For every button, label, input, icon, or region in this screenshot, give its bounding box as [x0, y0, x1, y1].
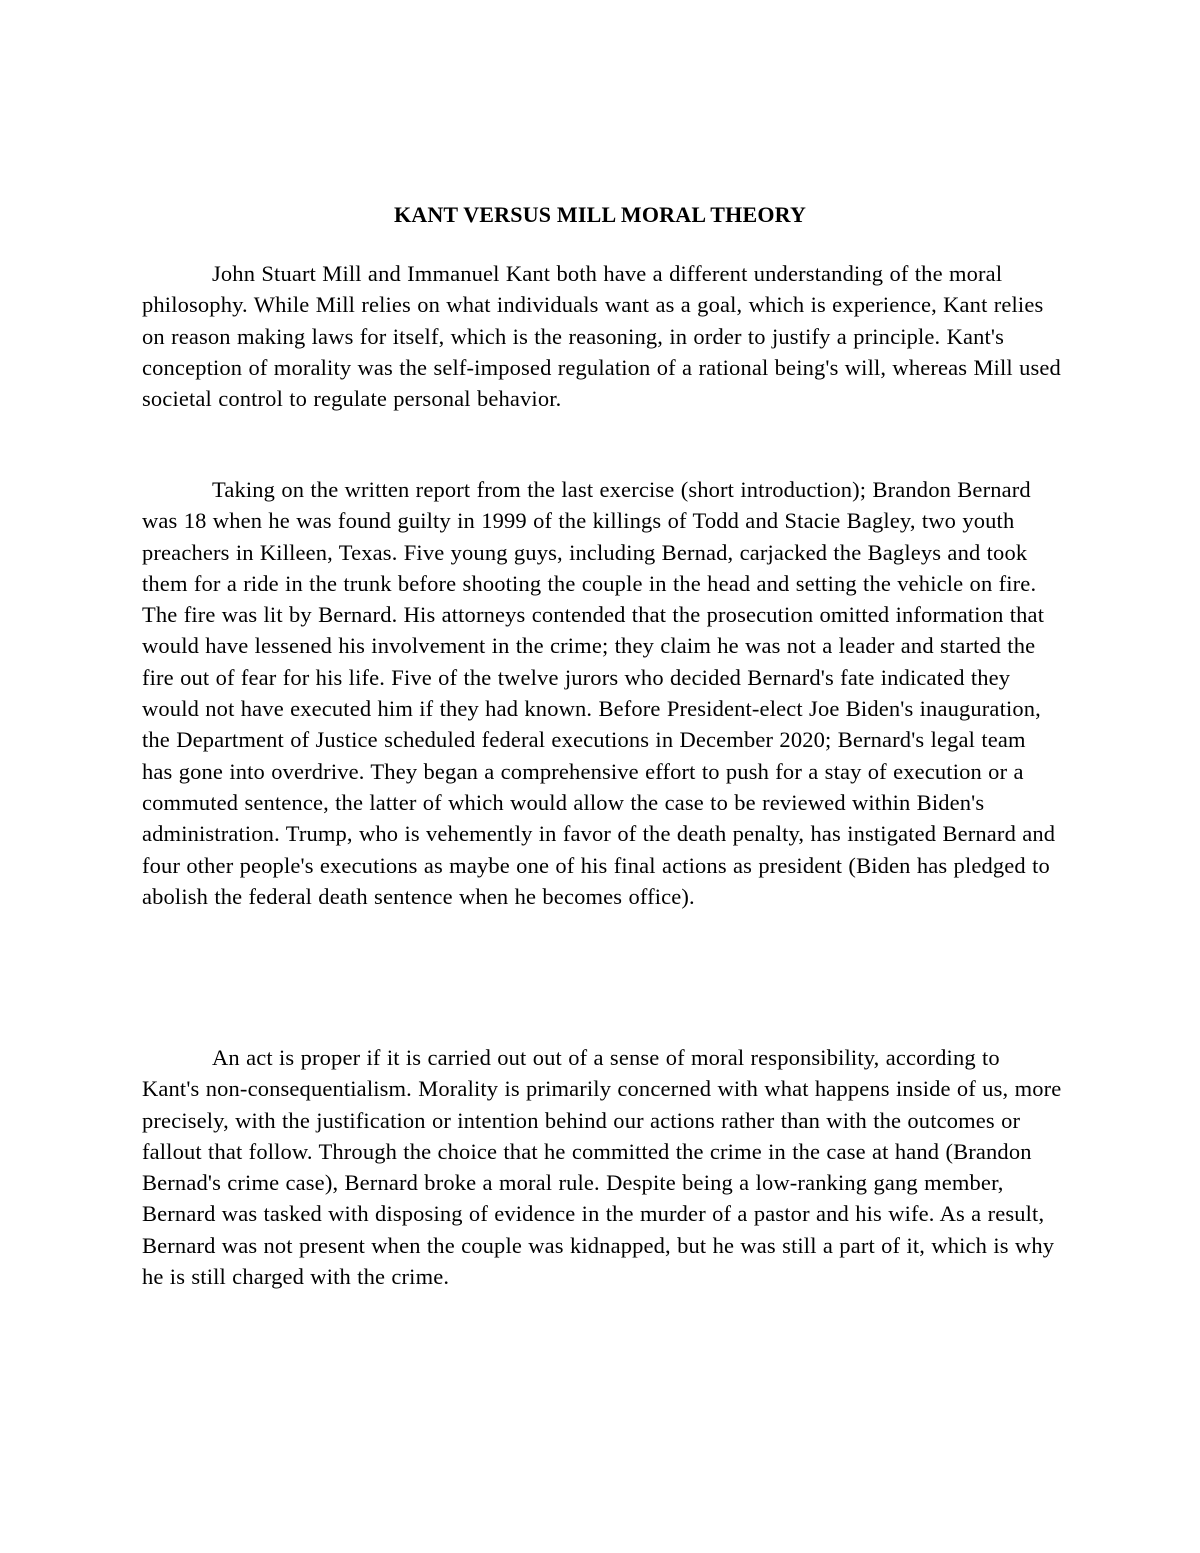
paragraph-3: An act is proper if it is carried out out of a sense of moral responsibility, according to Kant's non-consequentialism. Morality is primarily concerned with what happens inside of us, more precisely, with the justification or intention behind our actions rather than with the outcomes or fallout that follow. Through the choice that he committed the crime in the case at hand (Brandon Bernad's crime case), Bernard broke a moral rule. Despite being a low-ranking gang member, Bernard was tasked with disposing of evidence in the murder of a pastor and his wife. As a result, Bernard was not present when the couple was kidnapped, but he was still a part of it, which is why he is still charged with the crime. — [142, 1045, 1062, 1290]
paragraph-2: Taking on the written report from the last exercise (short introduction); Brandon Bernard was 18 when he was found guilty in 1999 of the killings of Todd and Stacie Bagley, two youth preachers in Killeen, Texas. Five young guys, including Bernad, carjacked the Bagleys and took them for a ride in the trunk before shooting the couple in the head and setting the vehicle on fire. The fire was lit by Bernard. His attorneys contended that the prosecution omitted information that would have lessened his involvement in the crime; they claim he was not a leader and started the fire out of fear for his life. Five of the twelve jurors who decided Bernard's fate indicated they would not have executed him if they had known. Before President-elect Joe Biden's inauguration, the Department of Justice scheduled federal executions in December 2020; Bernard's legal team has gone into overdrive. They began a comprehensive effort to push for a stay of execution or a commuted sentence, the latter of which would allow the case to be reviewed within Biden's administration. Trump, who is vehemently in favor of the death penalty, has instigated Bernard and four other people's executions as maybe one of his final actions as president (Biden has pledged to abolish the federal death sentence when he becomes office). — [142, 477, 1056, 909]
document-title: KANT VERSUS MILL MORAL THEORY — [393, 202, 807, 227]
paragraph-1: John Stuart Mill and Immanuel Kant both have a different understanding of the moral philosophy. While Mill relies on what individuals want as a goal, which is experience, Kant relies on reason making laws for itself, which is the reasoning, in order to justify a principle. Kant's conception of morality was the self-imposed regulation of a rational being's will, whereas Mill used societal control to regulate personal behavior. — [142, 261, 1061, 412]
